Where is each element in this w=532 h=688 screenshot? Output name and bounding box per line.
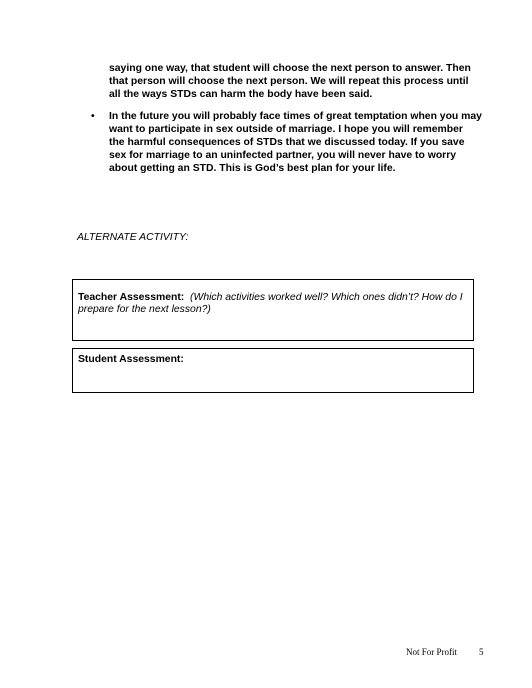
- paragraph-line: saying one way, that student will choose the next person to answer. Then: [109, 63, 471, 74]
- paragraph-line: want to participate in sex outside of marriage. I hope you will remember: [109, 124, 463, 135]
- paragraph-line: about getting an STD. This is God’s best plan for your life.: [109, 163, 396, 174]
- bullet-paragraph: [109, 110, 499, 175]
- paragraph-line: all the ways STDs can harm the body have been said.: [109, 89, 373, 100]
- footer-text: Not For Profit: [406, 647, 458, 657]
- paragraph-line: In the future you will probably face times of great temptation when you may: [109, 111, 482, 122]
- student-assessment-label: Student Assessment:: [78, 354, 184, 365]
- teacher-assessment-hint: (Which activities worked well? Which ones didn’t? How do I prepare for the next lesson?): [78, 292, 463, 315]
- page-number: 5: [479, 647, 484, 657]
- instruction-paragraph: [109, 62, 499, 101]
- teacher-assessment-box[interactable]: [72, 279, 474, 341]
- student-assessment-box[interactable]: [72, 348, 474, 393]
- alternate-activity-heading: ALTERNATE ACTIVITY:: [77, 232, 189, 243]
- bullet-icon: •: [91, 111, 95, 122]
- teacher-assessment-label: Teacher Assessment:: [78, 292, 185, 303]
- paragraph-line: sex for marriage to an uninfected partner, you will never have to worry: [109, 150, 457, 161]
- paragraph-line: the harmful consequences of STDs that we discussed today. If you save: [109, 137, 465, 148]
- paragraph-line: that person will choose the next person. We will repeat this process until: [109, 76, 469, 87]
